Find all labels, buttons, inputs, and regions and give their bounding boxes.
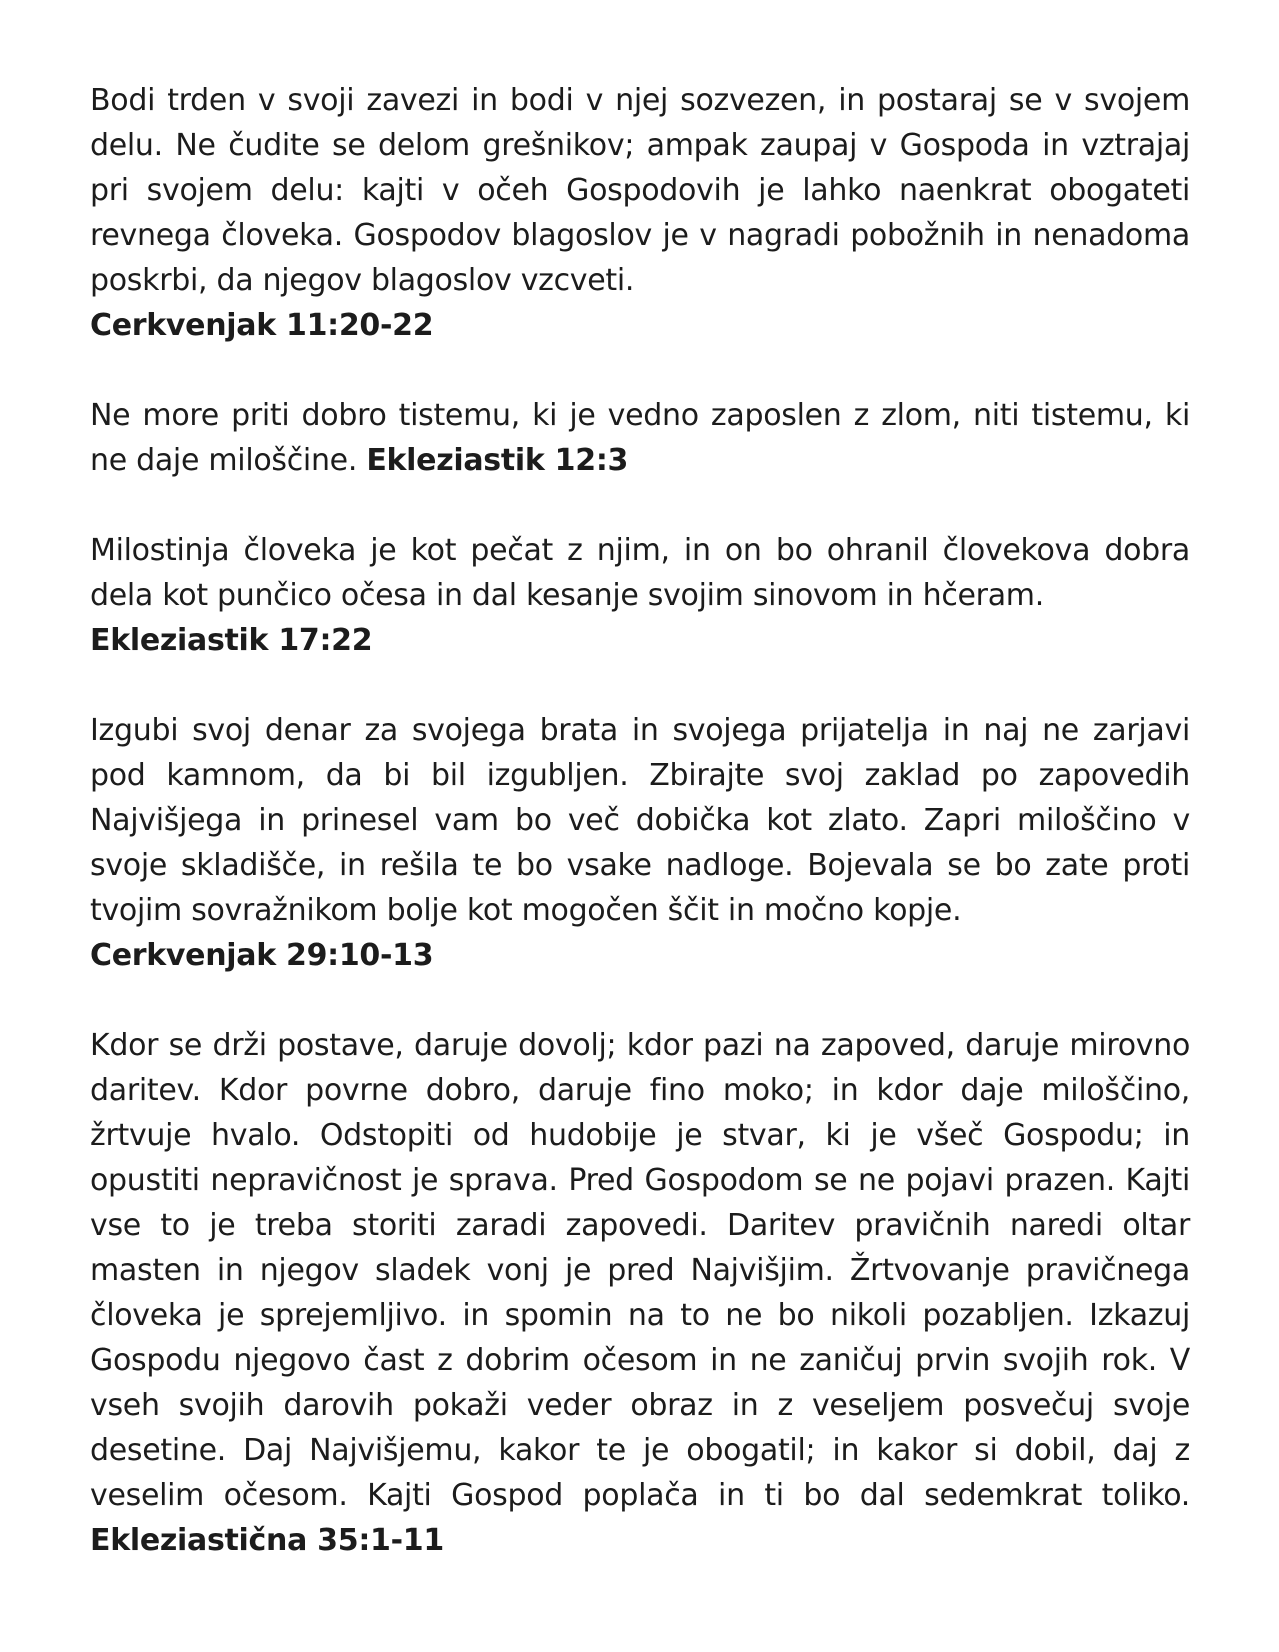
passage-reference: Ekleziastik 17:22 [90,623,373,658]
document-page [90,78,1190,1563]
passage-4 [90,708,1190,978]
passage-3 [90,528,1190,663]
passage-2 [90,393,1190,483]
passage-5 [90,1023,1190,1563]
passage-reference: Cerkvenjak 11:20-22 [90,308,434,343]
passage-text: Milostinja človeka je kot pečat z njim, in on bo ohranil človekova dobra dela kot punčico očesa in dal kesanje svojim sinovom in hčeram. [90,533,1190,613]
passage-text: Bodi trden v svoji zavezi in bodi v njej sozvezen, in postaraj se v svojem delu. Ne čudite se delom grešnikov; ampak zaupaj v Gospoda in vztrajaj pri svojem delu: kajti v očeh Gospodovih je lahko naenkrat obogateti revnega človeka. Gospodov blagoslov je v nagradi pobožnih in nenadoma poskrbi, da njegov blagoslov vzcveti. [90,83,1190,298]
passage-text: Ne more priti dobro tistemu, ki je vedno zaposlen z zlom, niti tistemu, ki ne daje miloščine. [90,398,1190,478]
passage-reference: Ekleziastik 12:3 [366,443,629,478]
passage-text: Kdor se drži postave, daruje dovolj; kdor pazi na zapoved, daruje mirovno daritev. Kdor povrne dobro, daruje fino moko; in kdor daje miloščino, žrtvuje hvalo. Odstopiti od hudobije je stvar, ki je všeč Gospodu; in opustiti nepravičnost je sprava. Pred Gospodom se ne pojavi prazen. Kajti vse to je treba storiti zaradi zapovedi. Daritev pravičnih naredi oltar masten in njegov sladek vonj je pred Najvišjim. Žrtvovanje pravičnega človeka je sprejemljivo. in spomin na to ne bo nikoli pozabljen. Izkazuj Gospodu njegovo čast z dobrim očesom in ne zaničuj prvin svojih rok. V vseh svojih darovih pokaži veder obraz in z veseljem posvečuj svoje desetine. Daj Najvišjemu, kakor te je obogatil; in kakor si dobil, daj z veselim očesom. Kajti Gospod poplača in ti bo dal sedemkrat toliko. [90,1028,1190,1513]
passage-reference: Ekleziastična 35:1-11 [90,1523,444,1558]
passage-text: Izgubi svoj denar za svojega brata in svojega prijatelja in naj ne zarjavi pod kamnom, da bi bil izgubljen. Zbirajte svoj zaklad po zapovedih Najvišjega in prinesel vam bo več dobička kot zlato. Zapri miloščino v svoje skladišče, in rešila te bo vsake nadloge. Bojevala se bo zate proti tvojim sovražnikom bolje kot mogočen ščit in močno kopje. [90,713,1190,928]
passage-reference: Cerkvenjak 29:10-13 [90,938,434,973]
passage-1 [90,78,1190,348]
